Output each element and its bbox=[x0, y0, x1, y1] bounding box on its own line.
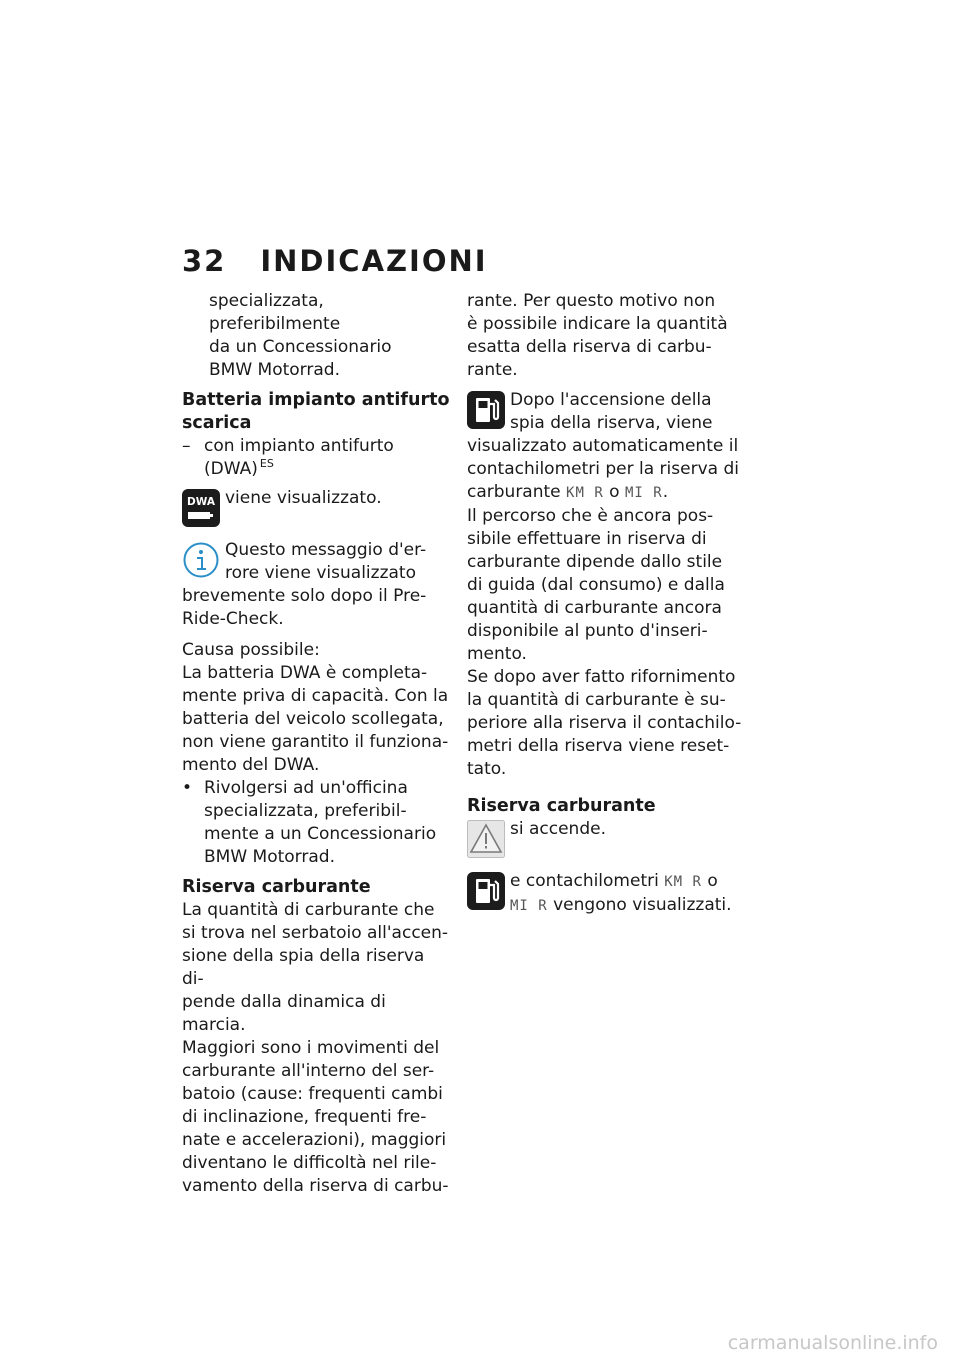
page-number: 32 bbox=[182, 244, 227, 278]
left-column bbox=[182, 290, 450, 1205]
refuel-paragraph: Se dopo aver fatto rifornimento la quantità di carburante è su- periore alla riserva il contachilo- metri della riserva viene reset- tato. bbox=[467, 667, 742, 779]
fuel-odometer-block: e contachilometri KM R o MI R vengono visualizzati. bbox=[467, 870, 745, 918]
reserve-paragraph: La quantità di carburante che si trova nel serbatoio all'accen- sione della spia della riserva di- pende dalla dinamica di marcia. Maggiori sono i movimenti del carburante all'interno del ser- batoio (cause: frequenti cambi di inclinazione, frequenti fre- nate e accelerazioni), maggiori diventano le difficoltà nel rile- vamento della riserva di carbu- bbox=[182, 900, 449, 1196]
continuation-paragraph: rante. Per questo motivo non è possibile indicare la quantità esatta della riserva di carbu- rante. bbox=[467, 291, 728, 380]
right-column bbox=[467, 290, 745, 926]
fuel-pump-icon-2 bbox=[467, 872, 505, 910]
warning-text: si accende. bbox=[510, 819, 606, 839]
heading-battery: Batteria impianto antifurto scarica bbox=[182, 390, 450, 433]
lcd-km-r: KM R bbox=[566, 485, 604, 501]
fuel-pump-icon bbox=[467, 391, 505, 429]
page-header bbox=[182, 244, 488, 278]
info-icon bbox=[182, 541, 220, 579]
fuel-reserve-block: Dopo l'accensione della spia della riserva, viene visualizzato automaticamente il contachilometri per la riserva di carburante KM R o MI R. bbox=[467, 390, 739, 502]
lcd-km-r-2: KM R bbox=[664, 874, 702, 890]
es-superscript: ES bbox=[259, 457, 274, 471]
heading-fuel-reserve: Riserva carburante bbox=[182, 877, 371, 897]
lcd-mi-r: MI R bbox=[624, 485, 663, 501]
svg-text:DWA: DWA bbox=[187, 496, 215, 508]
dash-item-dwa: – con impianto antifurto (DWA) $^{ES}$ bbox=[182, 436, 394, 479]
dwa-indicator-block bbox=[182, 487, 450, 531]
page-title: INDICAZIONI bbox=[260, 244, 488, 278]
dash-mark: – bbox=[182, 436, 191, 456]
bullet-item-workshop: • Rivolgersi ad un'officina specializzata, preferibil- mente a un Concessionario BMW Motorrad. bbox=[182, 778, 437, 867]
dwa-text: viene visualizzato. bbox=[225, 488, 382, 508]
warning-triangle-icon bbox=[467, 820, 505, 858]
intro-paragraph: specializzata, preferibilmente da un Concessionario BMW Motorrad. bbox=[209, 291, 392, 380]
dwa-battery-icon bbox=[182, 489, 220, 527]
watermark: carmanualsonline.info bbox=[727, 1332, 938, 1354]
heading-fuel-reserve-2: Riserva carburante bbox=[467, 796, 656, 816]
bullet-mark: • bbox=[182, 778, 193, 798]
range-paragraph: Il percorso che è ancora pos- sibile effettuare in riserva di carburante dipende dallo stile di guida (dal consumo) e dalla quantità di carburante ancora disponibile al punto d'inseri- mento. bbox=[467, 506, 725, 664]
info-note: Questo messaggio d'er- rore viene visualizzato brevemente solo dopo il Pre- Ride-Check. bbox=[182, 540, 427, 629]
warning-block bbox=[467, 818, 745, 862]
lcd-mi-r-2: MI R bbox=[510, 898, 548, 914]
cause-paragraph: Causa possibile: La batteria DWA è completa- mente priva di capacità. Con la batteria del veicolo scollegata, non viene garantito il funziona- mento del DWA. bbox=[182, 640, 449, 775]
